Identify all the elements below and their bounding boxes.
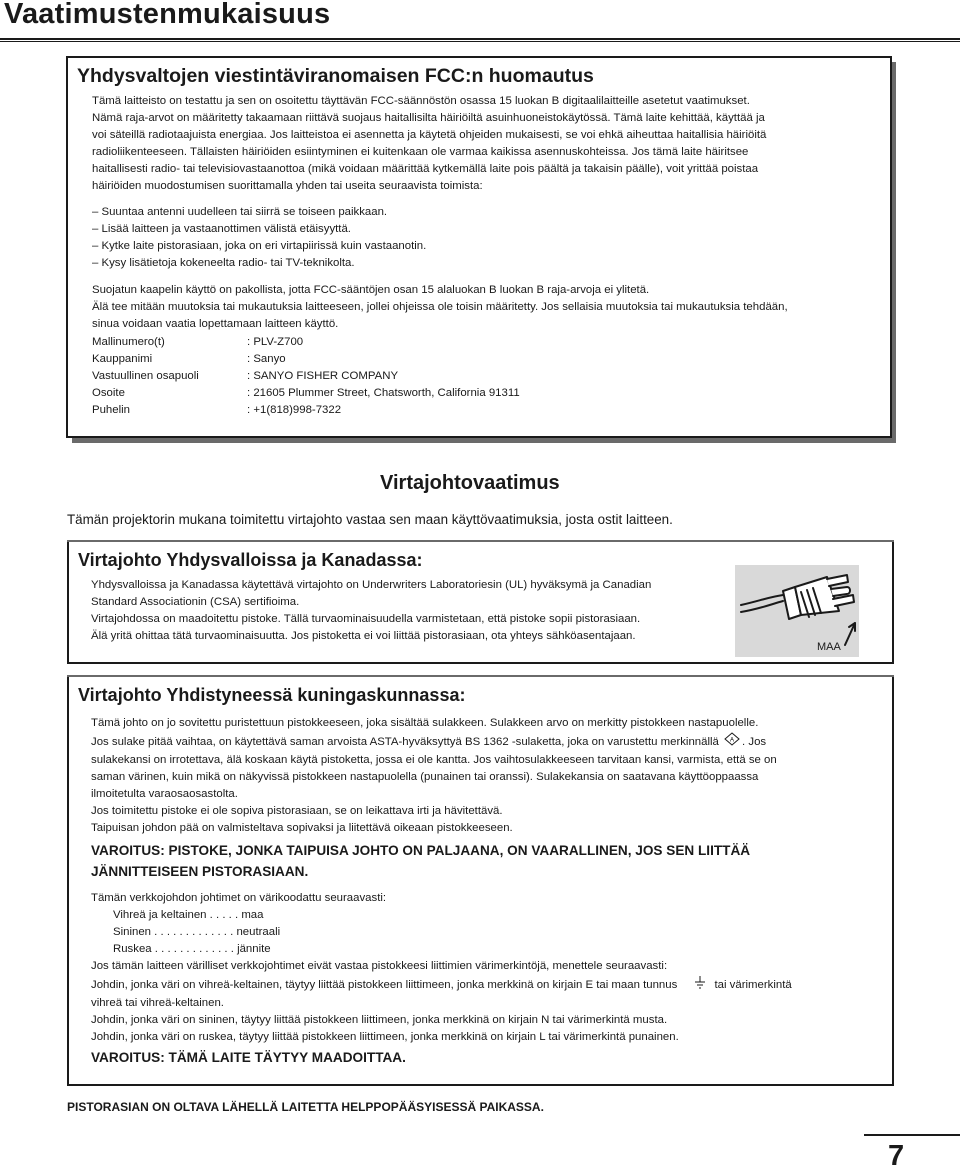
text-line-with-earth-symbol xyxy=(91,975,792,995)
fcc-line: häiriöiden muodostumisen suorittamalla yhden tai useita seuraavista toimista: xyxy=(92,180,483,192)
text-line: Älä yritä ohittaa tätä turvaominaisuutta. Jos pistoketta ei voi liittää pistorasiaan, ota yhteys sähköasentajaan. xyxy=(91,630,636,642)
text-line: Jos tämän laitteen värilliset verkkojohtimet eivät vastaa pistokkeesi liittimien värimerkintöjä, menettele seuraavasti: xyxy=(91,960,668,972)
text-line: Standard Associationin (CSA) sertifioima. xyxy=(91,596,300,608)
list-item: – Suuntaa antenni uudelleen tai siirrä se toiseen paikkaan. xyxy=(92,206,388,218)
info-key: Mallinumero(t) xyxy=(92,336,165,348)
text-line: Yhdysvalloissa ja Kanadassa käytettävä virtajohto on Underwriters Laboratoriesin (UL) hyväksymä ja Canadian xyxy=(91,579,652,591)
page-number-rule xyxy=(864,1134,960,1136)
text-line: Tämä johto on jo sovitettu puristettuun pistokkeeseen, joka sisältää sulakkeen. Sulakkeen arvo on merkitty pistokkeen nastapuolelle. xyxy=(91,717,759,729)
us-canada-text xyxy=(91,577,651,645)
asta-mark-icon xyxy=(724,732,740,752)
fcc-notice-box xyxy=(66,56,892,438)
text-line-with-asta-mark xyxy=(91,732,777,752)
plug-ground-label: MAA xyxy=(817,641,841,653)
list-item: – Kytke laite pistorasiaan, joka on eri virtapiirissä kuin vastaanotin. xyxy=(92,240,427,252)
page-number: 7 xyxy=(888,1140,905,1172)
color-row: Vihreä ja keltainen . . . . . maa xyxy=(113,909,264,921)
fcc-info-table xyxy=(92,334,692,424)
box-top-bar xyxy=(67,675,894,677)
info-key: Osoite xyxy=(92,387,125,399)
text-line: Johdin, jonka väri on sininen, täytyy liittää pistokkeen liittimeen, jonka merkkinä on kirjain N tai värimerkintä musta. xyxy=(91,1014,668,1026)
uk-warning-earth: VAROITUS: TÄMÄ LAITE TÄYTYY MAADOITTAA. xyxy=(91,1050,406,1065)
text-line: ilmoitetulta varaosaosastolta. xyxy=(91,788,238,800)
warning-line: VAROITUS: PISTOKE, JONKA TAIPUISA JOHTO ON PALJAANA, ON VAARALLINEN, JOS SEN LIITTÄÄ xyxy=(91,843,751,858)
fcc-line: Tämä laitteisto on testattu ja sen on osoitettu täyttävän FCC-säännöstön osassa 15 luokan B digitaalilaitteille asetetut vaatimukset. xyxy=(92,95,750,107)
uk-warning-plug xyxy=(91,840,750,882)
info-value: : Sanyo xyxy=(247,353,286,365)
fcc-paragraph-1 xyxy=(92,93,766,195)
socket-location-note: PISTORASIAN ON OLTAVA LÄHELLÄ LAITETTA HELPPOPÄÄSYISESSÄ PAIKASSA. xyxy=(67,1100,544,1114)
us-canada-box xyxy=(67,540,894,664)
svg-text:A: A xyxy=(730,737,735,744)
list-item: – Kysy lisätietoja kokeneelta radio- tai TV-teknikolta. xyxy=(92,257,355,269)
fcc-line: voi säteillä radiotaajuista energiaa. Jos laitteistoa ei asennetta ja käytetä ohjeiden mukaisesti, se voi ehkä aiheuttaa haitallisia häiriöitä xyxy=(92,129,767,141)
uk-box xyxy=(67,675,894,1086)
earth-symbol-icon xyxy=(694,975,706,995)
list-item: – Lisää laitteen ja vastaanottimen välistä etäisyyttä. xyxy=(92,223,351,235)
fcc-line: radioliikenteeseen. Tällaisten häiriöiden esiintyminen ei kuitenkaan ole varmaa kaikissa asennuskohteissa. Jos tämä laite häiritsee xyxy=(92,146,749,158)
uk-heading: Virtajohto Yhdistyneessä kuningaskunnassa: xyxy=(78,685,466,705)
info-value: : PLV-Z700 xyxy=(247,336,304,348)
fcc-line: haitallisesti radio- tai televisiovastaanottoa (mikä voidaan määrittää kytkemällä laite pois päältä ja takaisin päälle), voit yrittää poistaa xyxy=(92,163,759,175)
text-line: vihreä tai vihreä-keltainen. xyxy=(91,997,224,1009)
color-row: Sininen . . . . . . . . . . . . . neutraali xyxy=(113,926,281,938)
power-intro: Tämän projektorin mukana toimitettu virtajohto vastaa sen maan käyttövaatimuksia, josta ostit laitteen. xyxy=(67,512,673,527)
box-top-bar xyxy=(67,540,894,542)
text-line: sulakekansi on irrotettava, älä koskaan käytä pistoketta, jossa ei ole kantta. Jos vaihtosulakkeeseen tarvitaan kansi, varmista, että se on xyxy=(91,754,777,766)
text-line: Taipuisan johdon pää on valmisteltava sopivaksi ja liitettävä oikeaan pistokkeeseen. xyxy=(91,822,513,834)
info-key: Vastuullinen osapuoli xyxy=(92,370,199,382)
color-intro: Tämän verkkojohdon johtimet on värikoodattu seuraavasti: xyxy=(91,892,387,904)
info-key: Kauppanimi xyxy=(92,353,153,365)
info-key: Puhelin xyxy=(92,404,130,416)
info-value: : 21605 Plummer Street, Chatsworth, California 91311 xyxy=(247,387,520,399)
info-row-address xyxy=(92,385,692,402)
text-segment: Johdin, jonka väri on vihreä-keltainen, täytyy liittää pistokkeen liittimeen, jonka merkkinä on kirjain E tai maan tunnus xyxy=(91,979,678,992)
info-row-party xyxy=(92,368,692,385)
text-line: Virtajohdossa on maadoitettu pistoke. Tällä turvaominaisuudella varmistetaan, että pistoke sopii pistorasiaan. xyxy=(91,613,641,625)
title-divider xyxy=(0,41,960,42)
fcc-line: sinua voidaan vaatia lopettamaan laitteen käyttö. xyxy=(92,318,339,330)
fcc-paragraph-2 xyxy=(92,282,788,333)
info-row-phone xyxy=(92,402,692,419)
fcc-line: Älä tee mitään muutoksia tai mukautuksia laitteeseen, jollei ohjeissa ole toisin määritetty. Jos sellaisia muutoksia tai mukautuksia tehdään, xyxy=(92,301,788,313)
info-row-tradename xyxy=(92,351,692,368)
text-line: saman värinen, kuin mikä on näkyvissä pistokkeen nastapuolella (punainen tai oranssi). Sulakekansia on saatavana käyttöoppaassa xyxy=(91,771,759,783)
info-value: : +1(818)998-7322 xyxy=(247,404,342,416)
page-title: Vaatimustenmukaisuus xyxy=(4,0,331,30)
text-segment: . Jos xyxy=(742,736,767,749)
fcc-heading: Yhdysvaltojen viestintäviranomaisen FCC:n huomautus xyxy=(77,65,594,87)
fcc-line: Nämä raja-arvot on määritetty takaamaan riittävä suojaus haitallisilta häiriöiltä asuinhuoneistokäytössä. Tämä laite kehittää, käyttää ja xyxy=(92,112,765,124)
info-row-model xyxy=(92,334,692,351)
fcc-line: Suojatun kaapelin käyttö on pakollista, jotta FCC-sääntöjen osan 15 alaluokan B luokan B raja-arvoja ei ylitetä. xyxy=(92,284,650,296)
text-segment: tai värimerkintä xyxy=(714,979,792,992)
us-canada-heading: Virtajohto Yhdysvalloissa ja Kanadassa: xyxy=(78,550,423,570)
fcc-measures-list xyxy=(92,204,426,272)
power-section-title: Virtajohtovaatimus xyxy=(380,472,560,494)
color-row: Ruskea . . . . . . . . . . . . . jännite xyxy=(113,943,271,955)
text-line: Johdin, jonka väri on ruskea, täytyy liittää pistokkeen liittimeen, jonka merkkinä on kirjain L tai värimerkintä punainen. xyxy=(91,1031,679,1043)
info-value: : SANYO FISHER COMPANY xyxy=(247,370,399,382)
uk-color-code xyxy=(91,890,792,1046)
uk-text xyxy=(91,715,777,837)
warning-line: JÄNNITTEISEEN PISTORASIAAN. xyxy=(91,864,309,879)
text-segment: Jos sulake pitää vaihtaa, on käytettävä saman arvoista ASTA-hyväksyttyä BS 1362 -sulaketta, joka on varustettu merkinnällä xyxy=(91,736,719,749)
text-line: Jos toimitettu pistoke ei ole sopiva pistorasiaan, se on leikattava irti ja hävitettävä. xyxy=(91,805,503,817)
page-header xyxy=(0,0,960,40)
plug-illustration xyxy=(735,565,859,657)
